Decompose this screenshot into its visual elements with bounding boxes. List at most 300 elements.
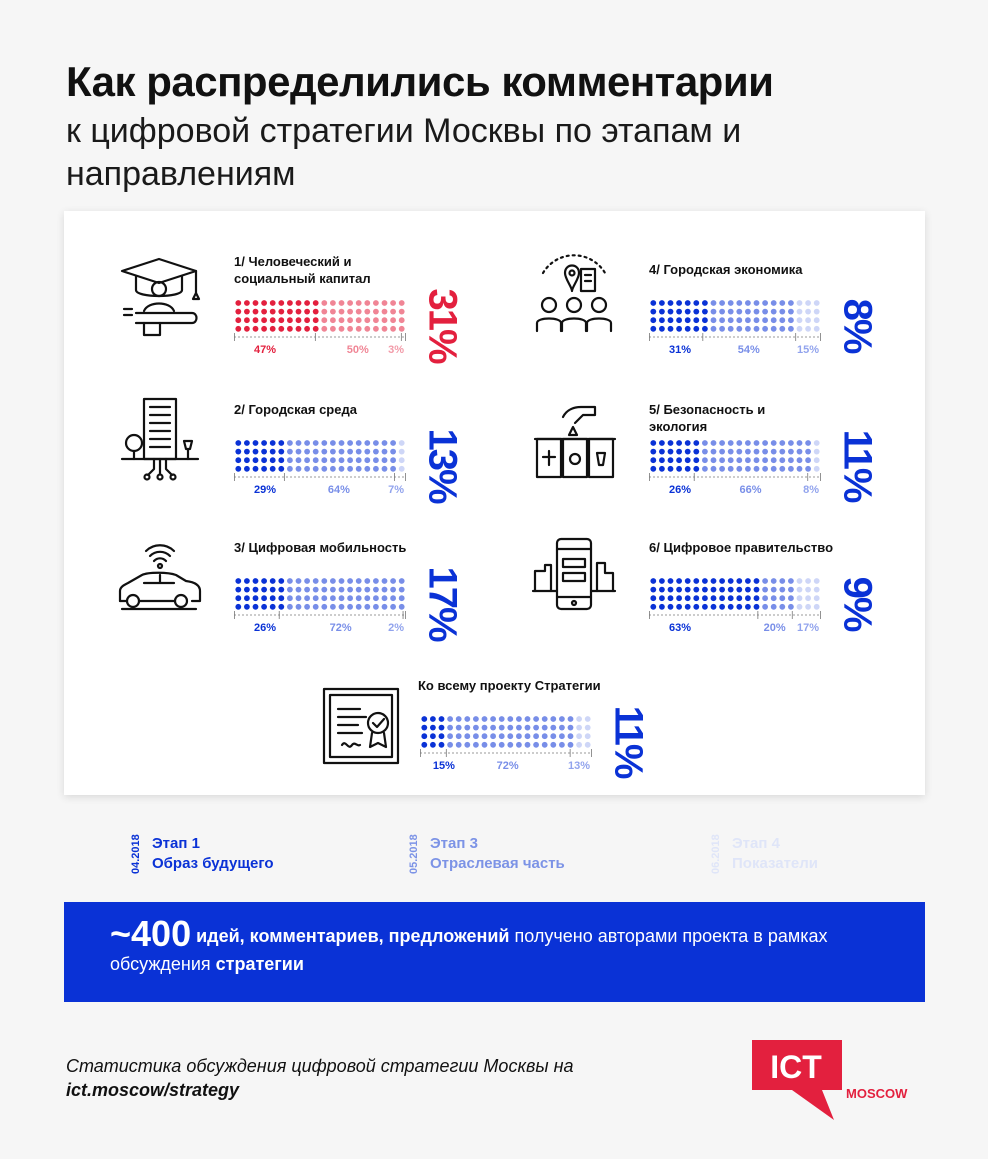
bar-dot: [568, 716, 574, 722]
bar-dot: [270, 578, 276, 584]
bar-dot: [762, 587, 768, 593]
bar-dot: [668, 326, 674, 332]
bar-dot: [244, 604, 250, 610]
bar-dot: [399, 449, 405, 455]
bar-dot: [736, 309, 742, 315]
bar-dot: [244, 466, 250, 472]
banner-text-1: получено авторами проекта в рамках обсуждения: [110, 926, 828, 974]
bar-dot: [585, 733, 591, 739]
bar-dot: [719, 466, 725, 472]
bar-dot: [347, 457, 353, 463]
bar-dot: [702, 326, 708, 332]
bar-dot: [814, 317, 820, 323]
bar-dot: [676, 309, 682, 315]
item-label: Ко всему проекту Стратегии: [418, 678, 601, 693]
bar-dot: [235, 578, 241, 584]
bar-dot: [364, 595, 370, 601]
bar-dot: [244, 457, 250, 463]
footer-text: Статистика обсуждения цифровой стратегии Москвы на: [66, 1056, 574, 1076]
bar-dot: [270, 595, 276, 601]
bar-dot: [585, 716, 591, 722]
bar-dot: [321, 326, 327, 332]
bar-dot: [754, 440, 760, 446]
bar-dot: [321, 300, 327, 306]
bar-dot: [473, 733, 479, 739]
dot-bar: [234, 577, 406, 637]
bar-dot: [278, 457, 284, 463]
bar-dot: [728, 466, 734, 472]
bar-dot: [659, 604, 665, 610]
bar-dot: [650, 595, 656, 601]
bar-dot: [559, 725, 565, 731]
stage-date: 06.2018: [710, 834, 722, 874]
bar-dot: [814, 466, 820, 472]
bar-dot: [676, 317, 682, 323]
bar-dot: [473, 716, 479, 722]
bar-dot: [762, 578, 768, 584]
bar-dot: [779, 595, 785, 601]
bar-dot: [711, 449, 717, 455]
bar-dot: [559, 716, 565, 722]
bar-dot: [270, 466, 276, 472]
bar-dot: [805, 309, 811, 315]
bar-dot: [754, 587, 760, 593]
segment-label: 29%: [254, 484, 277, 496]
bar-dot: [270, 317, 276, 323]
bar-dot: [382, 326, 388, 332]
bar-dot: [244, 587, 250, 593]
bar-dot: [373, 440, 379, 446]
bar-dot: [364, 604, 370, 610]
bar-dot: [814, 587, 820, 593]
bar-dot: [805, 440, 811, 446]
bar-dot: [399, 309, 405, 315]
bar-dot: [659, 466, 665, 472]
bar-dot: [719, 440, 725, 446]
bar-dot: [668, 578, 674, 584]
bar-dot: [447, 733, 453, 739]
bar-dot: [754, 326, 760, 332]
bar-dot: [339, 587, 345, 593]
bar-dot: [270, 587, 276, 593]
bar-dot: [711, 300, 717, 306]
ict-moscow-logo: [752, 1040, 912, 1124]
bar-dot: [650, 440, 656, 446]
bar-dot: [439, 742, 445, 748]
bar-dot: [278, 300, 284, 306]
bar-dot: [754, 604, 760, 610]
bar-dot: [702, 449, 708, 455]
bar-dot: [779, 309, 785, 315]
bar-dot: [650, 449, 656, 455]
bar-dot: [235, 317, 241, 323]
bar-dot: [711, 440, 717, 446]
bar-dot: [390, 587, 396, 593]
bar-dot: [235, 440, 241, 446]
segment-label: 8%: [803, 484, 819, 496]
bar-dot: [347, 326, 353, 332]
bar-dot: [321, 604, 327, 610]
bar-dot: [797, 604, 803, 610]
bar-dot: [728, 309, 734, 315]
bar-dot: [235, 457, 241, 463]
bar-dot: [685, 578, 691, 584]
bar-dot: [736, 449, 742, 455]
bar-dot: [330, 440, 336, 446]
bar-dot: [719, 317, 725, 323]
bar-dot: [390, 440, 396, 446]
bar-dot: [347, 449, 353, 455]
bar-dot: [814, 449, 820, 455]
bar-dot: [253, 326, 259, 332]
bar-dot: [347, 317, 353, 323]
bar-dot: [356, 300, 362, 306]
bar-dot: [685, 440, 691, 446]
bar-dot: [650, 300, 656, 306]
bar-dot: [693, 326, 699, 332]
bar-dot: [330, 595, 336, 601]
bar-dot: [754, 309, 760, 315]
bar-dot: [797, 466, 803, 472]
bar-dot: [261, 466, 267, 472]
bar-dot: [244, 440, 250, 446]
bar-dot: [779, 587, 785, 593]
bar-dot: [456, 733, 462, 739]
bar-dot: [576, 742, 582, 748]
bar-dot: [270, 309, 276, 315]
bar-dot: [373, 309, 379, 315]
bar-dot: [719, 595, 725, 601]
bar-dot: [296, 449, 302, 455]
bar-dot: [373, 317, 379, 323]
bar-dot: [330, 317, 336, 323]
bar-dot: [754, 595, 760, 601]
bar-dot: [287, 457, 293, 463]
bar-dot: [736, 300, 742, 306]
bar-dot: [719, 578, 725, 584]
bar-dot: [382, 317, 388, 323]
bar-dot: [516, 733, 522, 739]
bar-dot: [399, 326, 405, 332]
bar-dot: [507, 716, 513, 722]
bar-dot: [235, 604, 241, 610]
bar-dot: [779, 604, 785, 610]
bar-dot: [278, 587, 284, 593]
bar-dot: [447, 716, 453, 722]
bar-dot: [702, 309, 708, 315]
bar-dot: [542, 716, 548, 722]
bar-dot: [304, 466, 310, 472]
bar-dot: [762, 300, 768, 306]
bar-dot: [711, 466, 717, 472]
bar-dot: [421, 733, 427, 739]
bar-dot: [788, 587, 794, 593]
bar-dot: [364, 326, 370, 332]
bar-dot: [253, 604, 259, 610]
footer-note: [66, 1054, 574, 1102]
bar-dot: [261, 317, 267, 323]
bar-dot: [364, 466, 370, 472]
bar-dot: [261, 326, 267, 332]
bar-dot: [373, 604, 379, 610]
bar-dot: [797, 587, 803, 593]
bar-dot: [797, 309, 803, 315]
bar-dot: [771, 587, 777, 593]
chart-card: [64, 211, 925, 795]
bar-dot: [390, 326, 396, 332]
bar-dot: [382, 578, 388, 584]
bar-dot: [568, 733, 574, 739]
bar-dot: [313, 440, 319, 446]
bar-dot: [668, 317, 674, 323]
stage-legend: [0, 818, 988, 878]
bar-dot: [805, 587, 811, 593]
segment-label: 66%: [739, 484, 762, 496]
bar-dot: [659, 326, 665, 332]
bar-dot: [390, 604, 396, 610]
bar-dot: [779, 466, 785, 472]
bar-dot: [668, 309, 674, 315]
bar-dot: [382, 587, 388, 593]
bar-dot: [685, 449, 691, 455]
bar-dot: [304, 326, 310, 332]
bar-dot: [347, 587, 353, 593]
bar-dot: [304, 309, 310, 315]
bar-dot: [399, 595, 405, 601]
bar-dot: [797, 440, 803, 446]
bar-dot: [805, 449, 811, 455]
bar-dot: [805, 578, 811, 584]
bar-dot: [330, 326, 336, 332]
bar-dot: [313, 309, 319, 315]
bar-dot: [754, 457, 760, 463]
bar-dot: [382, 449, 388, 455]
bar-dot: [270, 326, 276, 332]
bar-dot: [244, 300, 250, 306]
bar-dot: [321, 457, 327, 463]
bar-dot: [568, 742, 574, 748]
bar-dot: [728, 578, 734, 584]
bar-dot: [685, 309, 691, 315]
city-economy-icon: [529, 251, 619, 341]
bar-dot: [576, 733, 582, 739]
bar-dot: [676, 578, 682, 584]
bar-dot: [814, 604, 820, 610]
bar-dot: [313, 466, 319, 472]
bar-dot: [244, 578, 250, 584]
bar-dot: [788, 300, 794, 306]
segment-label: 26%: [669, 484, 692, 496]
bar-dot: [585, 742, 591, 748]
bar-dot: [382, 300, 388, 306]
bar-dot: [382, 604, 388, 610]
bar-dot: [771, 300, 777, 306]
bar-dot: [762, 457, 768, 463]
bar-dot: [278, 326, 284, 332]
bar-dot: [356, 587, 362, 593]
bar-dot: [339, 326, 345, 332]
bar-dot: [304, 578, 310, 584]
bar-dot: [771, 457, 777, 463]
bar-dot: [650, 309, 656, 315]
bar-dot: [339, 300, 345, 306]
item-total: 11%: [835, 429, 880, 502]
bar-dot: [650, 578, 656, 584]
footer-link[interactable]: ict.moscow/strategy: [66, 1080, 240, 1100]
bar-dot: [330, 449, 336, 455]
bar-dot: [805, 457, 811, 463]
bar-dot: [390, 309, 396, 315]
bar-dot: [421, 725, 427, 731]
bar-dot: [244, 326, 250, 332]
bar-dot: [771, 440, 777, 446]
bar-dot: [456, 725, 462, 731]
bar-dot: [736, 466, 742, 472]
bar-dot: [421, 742, 427, 748]
bar-dot: [668, 587, 674, 593]
item-total: 11%: [606, 705, 651, 778]
bar-dot: [525, 725, 531, 731]
item-total: 13%: [420, 428, 465, 503]
bar-dot: [399, 587, 405, 593]
bar-dot: [525, 733, 531, 739]
bar-dot: [421, 716, 427, 722]
bar-dot: [568, 725, 574, 731]
bar-dot: [728, 604, 734, 610]
segment-label: 72%: [329, 622, 352, 634]
bar-dot: [235, 587, 241, 593]
bar-dot: [296, 457, 302, 463]
bar-dot: [702, 300, 708, 306]
bar-dot: [347, 595, 353, 601]
bar-dot: [473, 742, 479, 748]
bar-dot: [693, 587, 699, 593]
bar-dot: [719, 300, 725, 306]
bar-dot: [659, 595, 665, 601]
bar-dot: [676, 587, 682, 593]
bar-dot: [771, 449, 777, 455]
bar-dot: [728, 440, 734, 446]
bar-dot: [399, 457, 405, 463]
segment-label: 7%: [388, 484, 404, 496]
item-label: 1/ Человеческий и социальный капитал: [234, 254, 371, 286]
bar-dot: [659, 309, 665, 315]
bar-dot: [287, 309, 293, 315]
bar-dot: [464, 716, 470, 722]
bar-dot: [719, 604, 725, 610]
bar-dot: [382, 595, 388, 601]
bar-dot: [668, 300, 674, 306]
bar-dot: [576, 725, 582, 731]
bar-dot: [762, 595, 768, 601]
segment-label: 31%: [669, 344, 692, 356]
bar-dot: [296, 587, 302, 593]
bar-dot: [499, 742, 505, 748]
bar-dot: [805, 300, 811, 306]
bar-dot: [382, 457, 388, 463]
bar-dot: [585, 725, 591, 731]
item-label: 3/ Цифровая мобильность: [234, 540, 407, 555]
bar-dot: [736, 326, 742, 332]
bar-dot: [550, 716, 556, 722]
bar-dot: [779, 578, 785, 584]
bar-dot: [356, 457, 362, 463]
bar-dot: [693, 317, 699, 323]
bar-dot: [373, 466, 379, 472]
bar-dot: [313, 317, 319, 323]
bar-dot: [356, 449, 362, 455]
bar-dot: [668, 595, 674, 601]
bar-dot: [676, 449, 682, 455]
bar-dot: [261, 309, 267, 315]
bar-dot: [762, 466, 768, 472]
bar-dot: [771, 604, 777, 610]
bar-dot: [244, 449, 250, 455]
bar-dot: [456, 742, 462, 748]
bar-dot: [464, 742, 470, 748]
segment-label: 20%: [763, 622, 786, 634]
bar-dot: [253, 466, 259, 472]
bar-dot: [430, 742, 436, 748]
bar-dot: [430, 716, 436, 722]
bar-dot: [685, 317, 691, 323]
item-total: 9%: [835, 576, 880, 631]
bar-dot: [278, 440, 284, 446]
bar-dot: [373, 457, 379, 463]
bar-dot: [693, 449, 699, 455]
bar-dot: [399, 466, 405, 472]
stage-name: [732, 834, 818, 874]
bar-dot: [719, 449, 725, 455]
page-title: Как распределились комментарии: [66, 58, 774, 105]
bar-dot: [676, 457, 682, 463]
bar-dot: [330, 604, 336, 610]
bar-dot: [447, 742, 453, 748]
bar-dot: [525, 716, 531, 722]
bar-dot: [321, 449, 327, 455]
bar-dot: [797, 578, 803, 584]
bar-dot: [270, 449, 276, 455]
bar-dot: [685, 326, 691, 332]
bar-dot: [719, 326, 725, 332]
bar-dot: [779, 457, 785, 463]
bar-dot: [676, 466, 682, 472]
segment-label: 15%: [796, 344, 819, 356]
segment-label: 26%: [254, 622, 277, 634]
bar-dot: [347, 578, 353, 584]
bar-dot: [270, 604, 276, 610]
bar-dot: [719, 309, 725, 315]
bar-dot: [464, 733, 470, 739]
bar-dot: [482, 725, 488, 731]
bar-dot: [779, 300, 785, 306]
bar-dot: [313, 449, 319, 455]
bar-dot: [296, 466, 302, 472]
bar-dot: [754, 317, 760, 323]
dot-bar: [649, 577, 821, 637]
bar-dot: [278, 604, 284, 610]
bar-dot: [559, 742, 565, 748]
bar-dot: [304, 317, 310, 323]
bar-dot: [482, 716, 488, 722]
smartphone-city-icon: [529, 531, 619, 621]
bar-dot: [702, 587, 708, 593]
stage-line1: Этап 1: [152, 835, 200, 852]
bar-dot: [516, 716, 522, 722]
bar-dot: [330, 300, 336, 306]
bar-dot: [447, 725, 453, 731]
bar-dot: [685, 457, 691, 463]
